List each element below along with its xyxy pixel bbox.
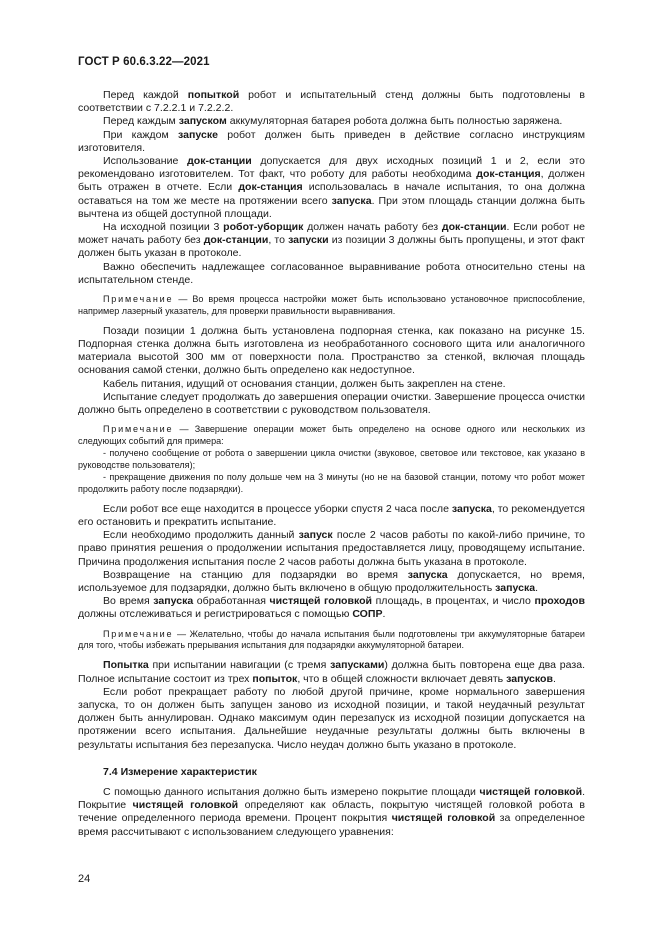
note: Примечание — Во время процесса настройки может быть использовано установочное приспособление, например лазерный указатель, для проверки правильности выравнивания. xyxy=(78,294,585,316)
document-body xyxy=(78,89,585,839)
note-label: Примечание xyxy=(103,424,174,435)
paragraph: Кабель питания, идущий от основания станции, должен быть закреплен на стене. xyxy=(103,377,506,390)
paragraph: На исходной позиции 3 робот-уборщик должен начать работу без док-станции. Если робот не может начать работу без док-станции, то запуски из позиции 3 должны быть пропущены, и этот факт должен быть указан в протоколе. xyxy=(78,221,585,260)
paragraph: С помощью данного испытания должно быть измерено покрытие площади чистящей головкой. Покрытие чистящей головкой определяют как область, покрытую чистящей головкой робота в течение определенного периода времени. Процент покрытия чистящей головкой за определенное время рассчитывают с использованием следующего уравнения: xyxy=(78,785,585,838)
note-label: Примечание xyxy=(103,294,174,305)
paragraph: Во время запуска обработанная чистящей головкой площадь, в процентах, и число проходов должны отслеживаться и регистрироваться с помощью СОПР. xyxy=(78,595,585,621)
section-heading: 7.4 Измерение характеристик xyxy=(103,765,257,778)
paragraph: Испытание следует продолжать до завершения операции очистки. Завершение процесса очистки должно быть определено в соответствии с руководством пользователя. xyxy=(78,390,585,417)
note: Примечание — Завершение операции может быть определено на основе одного или нескольких из следующих событий для примера: - получено сообщение от робота о завершении цикла очистки (звуковое, световое или текстовое, как указано в руководстве пользователя); - прекращение движения по полу дольше чем на 3 минуты (но не на базовой станции, потому что робот может продолжить работу после подзарядки). xyxy=(78,424,585,494)
page-number: 24 xyxy=(78,873,91,885)
note: Примечание — Желательно, чтобы до начала испытания были подготовлены три аккумуляторные батареи для того, чтобы избежать прерывания испытания для подзарядки аккумуляторной батареи. xyxy=(78,628,585,651)
note-list-item: - прекращение движения по полу дольше чем на 3 минуты (но не на базовой станции, потому что робот может продолжить работу после подзарядки). xyxy=(78,471,585,494)
paragraph: Попытка при испытании навигации (с тремя запусками) должна быть повторена еще два раза. Полное испытание состоит из трех попыток, что в общей сложности включает девять запусков. xyxy=(78,659,585,685)
paragraph: Возвращение на станцию для подзарядки во время запуска допускается, но время, используемое для подзарядки, должно быть включено в общую продолжительность запуска. xyxy=(78,568,585,594)
note-label: Примечание xyxy=(103,628,174,639)
note-list-item: - получено сообщение от робота о завершении цикла очистки (звуковое, световое или текстовое, как указано в руководстве пользователя); xyxy=(78,448,585,470)
paragraph: Если робот все еще находится в процессе уборки спустя 2 часа после запуска, то рекомендуется его остановить и прекратить испытание. xyxy=(78,502,586,528)
paragraph: При каждом запуске робот должен быть приведен в действие согласно инструкциям изготовителя. xyxy=(78,128,585,154)
paragraph: Использование док-станции допускается для двух исходных позиций 1 и 2, если это рекомендовано изготовителем. Тот факт, что роботу для работы необходима док-станция, должен быть отражен в отчете. Если док-станция использовалась в начале испытания, то она должна оставаться на том же месте на протяжении всего запуска. При этом площадь станции должна быть вычтена из общей доступной площади. xyxy=(78,155,585,220)
paragraph: Перед каждым запуском аккумуляторная батарея робота должна быть полностью заряжена. xyxy=(103,115,563,128)
paragraph: Позади позиции 1 должна быть установлена подпорная стенка, как показано на рисунке 15. Подпорная стенка должна быть изготовлена из необработанного соснового щита или аналогичного материала высотой 300 мм от поверхности пола. Пространство за стенкой, включая площадь основания самой стенки, должно быть определено как недоступное. xyxy=(78,324,585,377)
document-header: ГОСТ Р 60.6.3.22—2021 xyxy=(78,56,210,68)
paragraph: Если необходимо продолжить данный запуск после 2 часов работы по какой-либо причине, то право принятия решения о продолжении испытания предоставляется лицу, проводящему испытание. Причина продолжения испытания после 2 часов работы должна быть указана в протоколе. xyxy=(78,529,585,568)
paragraph: Перед каждой попыткой робот и испытательный стенд должны быть подготовлены в соответствии с 7.2.2.1 и 7.2.2.2. xyxy=(78,89,585,115)
paragraph: Если робот прекращает работу по любой другой причине, кроме нормального завершения запуска, то он должен быть запущен заново из исходной позиции, и такой неудачный результат должен быть аннулирован. Однако максимум один перезапуск из исходной позиции допускается на протяжении всего испытания. Дальнейшие неудачные результаты должны быть включены в результаты испытания без перезапуска. Число неудач должно быть указано в протоколе. xyxy=(78,685,585,751)
paragraph: Важно обеспечить надлежащее согласованное выравнивание робота относительно стены на испытательном стенде. xyxy=(78,260,585,286)
